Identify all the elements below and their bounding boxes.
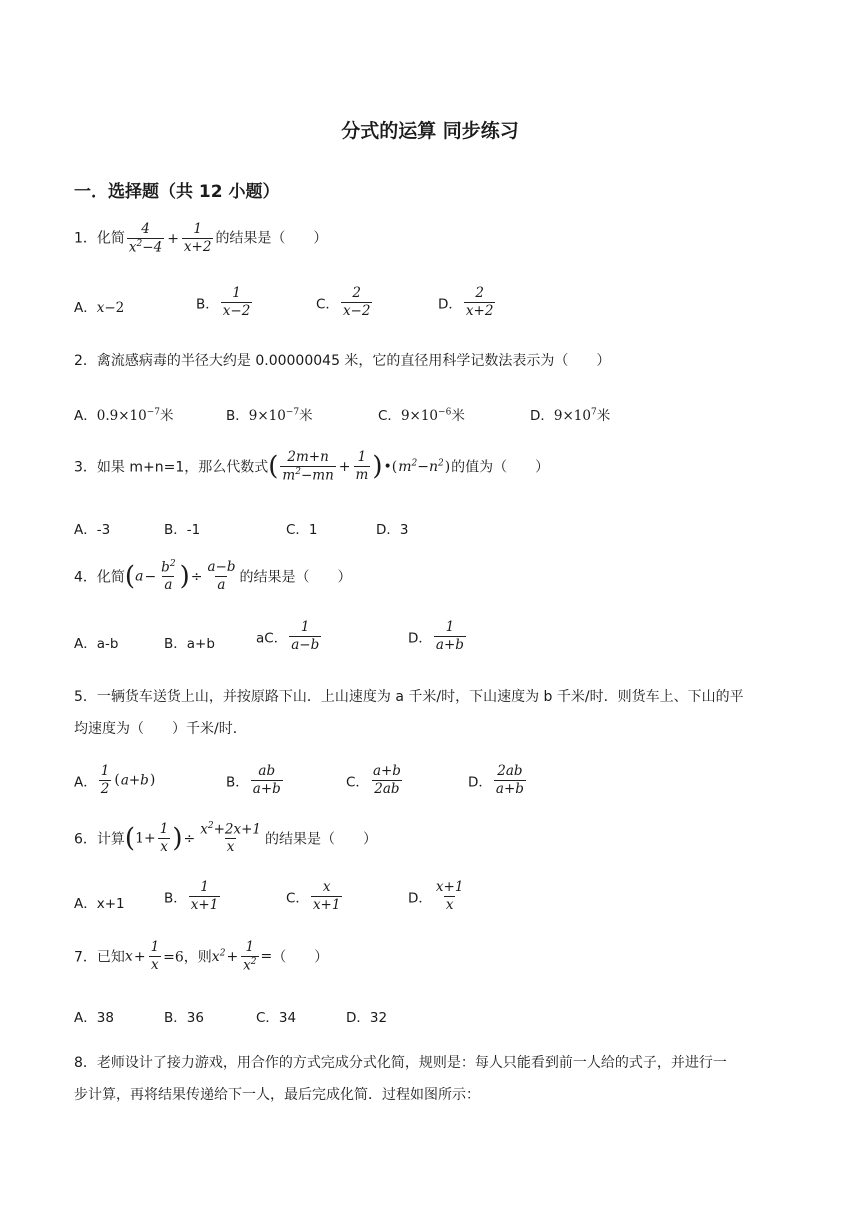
q2-option-b: B．$9\times 10^{-7}$米: [226, 407, 313, 424]
question-2: 2．禽流感病毒的半径大约是 0.00000045 米，它的直径用科学记数法表示为（ ）: [74, 353, 611, 369]
q7-option-b: B．36: [164, 1010, 204, 1026]
question-4: 4．化简(a− $\frac{b^2}{a}$ )÷ $\frac{a-b}{a}$ 的结果是（ ）: [74, 559, 352, 594]
question-1: 1．化简 $\frac{4}{x^2-4}$ + $\frac{1}{x+2}$ 的结果是（ ）: [74, 221, 328, 256]
q7-option-c: C．34: [256, 1010, 297, 1026]
q5-option-b: B． $\frac{ab}{a+b}$: [226, 763, 281, 797]
q3-option-c: C．1: [286, 522, 318, 538]
question-7: 7．已知x+ $\frac{1}{x}$ =6，则$x^2+$ $\frac{1}{x^2}$ =（ ）: [74, 939, 329, 974]
question-6: 6．计算(1+ $\frac{1}{x}$ )÷ $\frac{x^2+2x+1}{x}$ 的结果是（ ）: [74, 821, 377, 856]
q3-option-a: A．-3: [74, 522, 111, 538]
q1-option-d: D． $\frac{2}{x+2}$: [438, 285, 494, 319]
q6-option-d: D． $\frac{x+1}{x}$: [408, 879, 464, 913]
q2-option-a: A．$0.9\times 10^{-7}$米: [74, 407, 174, 424]
q1-option-b: B． $\frac{1}{x-2}$: [196, 285, 251, 319]
q1-option-a: A．x−2: [74, 300, 125, 316]
q7-option-a: A．38: [74, 1010, 114, 1026]
section-heading: 一．选择题（共 12 小题）: [74, 182, 280, 202]
q4-option-c: aC． $\frac{1}{a-b}$: [256, 619, 320, 653]
q3-option-b: B．-1: [164, 522, 201, 538]
q4-option-a: A．a-b: [74, 636, 119, 652]
question-3: 3．如果 m+n=1，那么代数式( $\frac{2m+n}{m^2-mn}$ + $\frac{1}{m}$ )$•(m^2-n^2)$的值为（ ）: [74, 449, 550, 484]
question-8-line1: 8．老师设计了接力游戏，用合作的方式完成分式化简，规则是：每人只能看到前一人给的式子，并进行一: [74, 1055, 727, 1071]
question-5-line1: 5．一辆货车送货上山，并按原路下山．上山速度为 a 千米/时，下山速度为 b 千米/时．则货车上、下山的平: [74, 689, 744, 705]
q6-option-b: B． $\frac{1}{x+1}$: [164, 879, 219, 913]
page-title: 分式的运算 同步练习: [341, 120, 519, 142]
q1-frac-b: $\frac{1}{x+2}$: [183, 221, 212, 256]
q4-option-b: B．a+b: [164, 636, 215, 652]
q7-option-d: D．32: [346, 1010, 388, 1026]
q6-option-a: A．x+1: [74, 896, 125, 912]
q5-option-a: A． $\frac{1}{2}$ (a+b): [74, 763, 156, 797]
q1-option-c: C． $\frac{2}{x-2}$: [316, 285, 371, 319]
q5-option-d: D． $\frac{2ab}{a+b}$: [468, 763, 524, 797]
q6-option-c: C． $\frac{x}{x+1}$: [286, 879, 341, 913]
question-8-line2: 步计算，再将结果传递给下一人，最后完成化简．过程如图所示：: [74, 1087, 480, 1103]
q1-suffix: 的结果是（ ）: [215, 230, 328, 247]
q1-frac-a: $\frac{4}{x^2-4}$: [128, 221, 163, 256]
q3-option-d: D．3: [376, 522, 409, 538]
q2-option-d: D．$9\times 10^7$米: [530, 407, 611, 424]
question-5-line2: 均速度为（ ）千米/时．: [74, 721, 247, 737]
q4-option-d: D． $\frac{1}{a+b}$: [408, 619, 464, 653]
q5-option-c: C． $\frac{a+b}{2ab}$: [346, 763, 401, 797]
q1-prefix: 1．化简: [74, 230, 125, 247]
q2-option-c: C．$9\times 10^{-6}$米: [378, 407, 465, 424]
